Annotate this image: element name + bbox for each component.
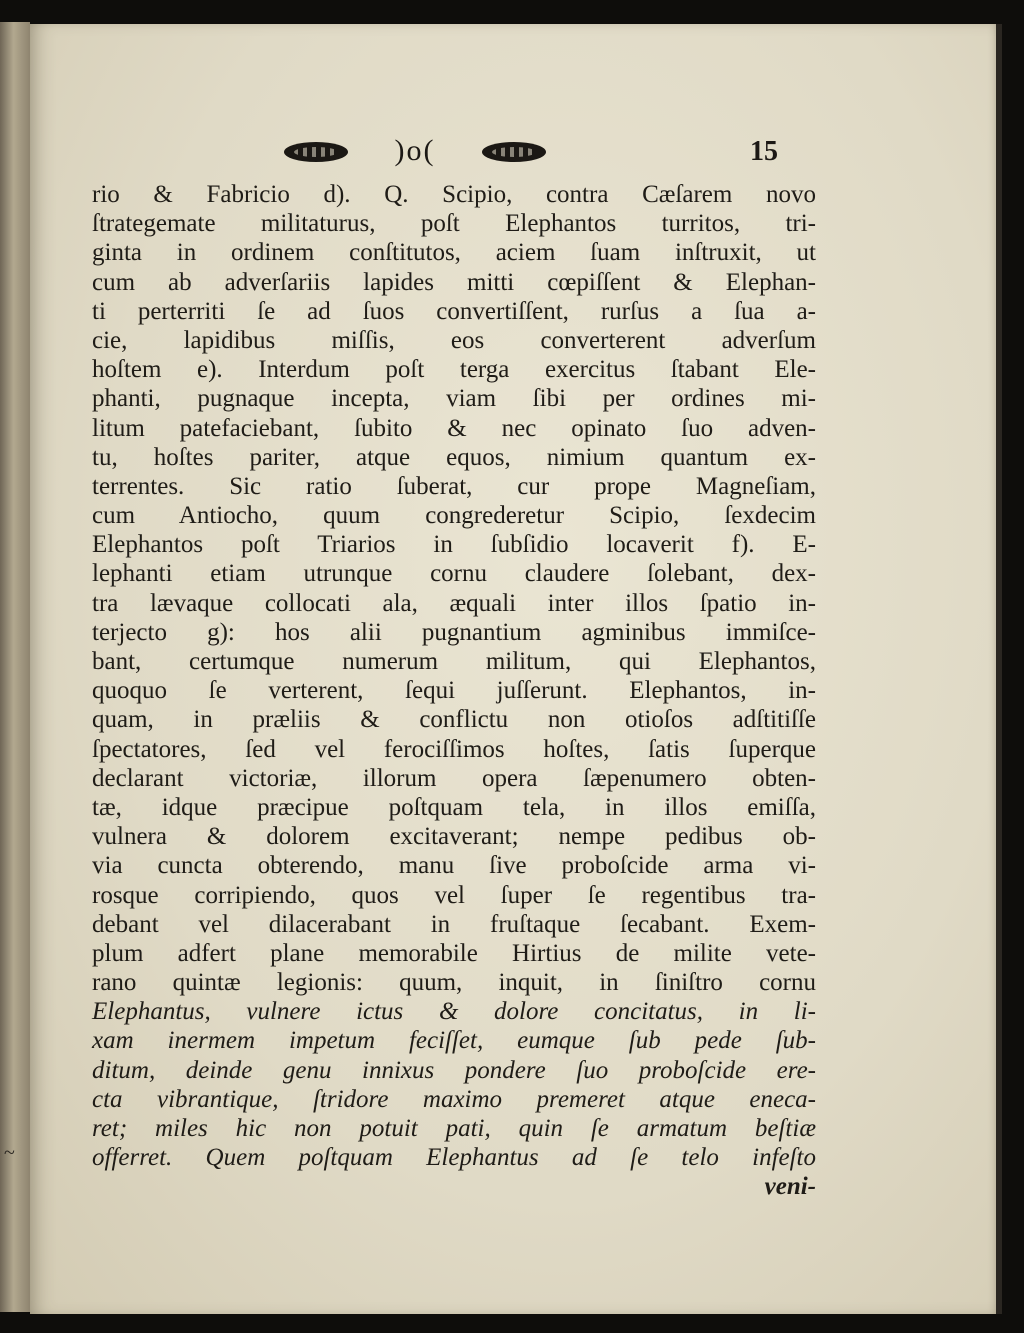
text-line: plum adfert plane memorabile Hirtius de milite vete- <box>92 939 816 967</box>
text-line-italic: ditum, deinde genu innixus pondere ſuo proboſcide ere- <box>92 1056 816 1084</box>
running-head-center: )o( <box>394 134 436 167</box>
head-ornament-right-icon <box>482 142 546 162</box>
text-line: via cuncta obterendo, manu ſive proboſcide arma vi- <box>92 852 816 880</box>
text-line: declarant victoriæ, illorum opera ſæpenumero obten- <box>92 764 816 792</box>
text-line: rano quintæ legionis: quum, inquit, in ſiniſtro cornu <box>92 969 816 997</box>
text-line: phanti, pugnaque incepta, viam ſibi per ordines mi- <box>92 385 816 413</box>
text-line: hoſtem e). Interdum poſt terga exercitus ſtabant Ele- <box>92 356 816 384</box>
body-text <box>92 180 816 1202</box>
text-line: vulnera & dolorem excitaverant; nempe pedibus ob- <box>92 823 816 851</box>
text-line: Elephantos poſt Triarios in ſubſidio locaverit f). E- <box>92 531 816 559</box>
text-line: rosque corripiendo, quos vel ſuper ſe regentibus tra- <box>92 881 816 909</box>
text-line: tu, hoſtes pariter, atque equos, nimium quantum ex- <box>92 443 816 471</box>
text-line: tæ, idque præcipue poſtquam tela, in illos emiſſa, <box>92 793 816 821</box>
text-line: terrentes. Sic ratio ſuberat, cur prope Magneſiam, <box>92 472 816 500</box>
text-line: ti perterriti ſe ad ſuos convertiſſent, rurſus a ſua a- <box>92 297 816 325</box>
page-edge-shadow <box>996 24 1002 1314</box>
text-line: terjecto g): hos alii pugnantium agminibus immiſce- <box>92 618 816 646</box>
previous-page-edge <box>0 22 30 1312</box>
text-line: debant vel dilacerabant in fruſtaque ſecabant. Exem- <box>92 910 816 938</box>
page-number: 15 <box>750 136 778 167</box>
text-line: lephanti etiam utrunque cornu claudere ſolebant, dex- <box>92 560 816 588</box>
text-line: cum Antiocho, quum congrederetur Scipio, ſexdecim <box>92 502 816 530</box>
text-line: cie, lapidibus miſſis, eos converterent adverſum <box>92 326 816 354</box>
text-line: rio & Fabricio d). Q. Scipio, contra Cæſarem novo <box>92 181 816 208</box>
text-line: cum ab adverſariis lapides mitti cœpiſſent & Elephan- <box>92 268 816 296</box>
text-line: quam, in præliis & conflictu non otioſos adſtitiſſe <box>92 706 816 734</box>
text-line: ginta in ordinem conſtitutos, aciem ſuam inſtruxit, ut <box>92 239 816 267</box>
text-line: bant, certumque numerum militum, qui Elephantos, <box>92 648 816 675</box>
book-page <box>30 24 996 1314</box>
text-line-italic: Elephantus, vulnere ictus & dolore concitatus, in li- <box>92 998 816 1026</box>
catchword: veni- <box>764 1173 816 1201</box>
margin-tilde-mark: ~ <box>4 1142 15 1164</box>
text-line: ſpectatores, ſed vel ferociſſimos hoſtes, ſatis ſuperque <box>92 735 816 763</box>
running-head <box>30 132 996 182</box>
text-line-italic: xam inermem impetum feciſſet, eumque ſub pede ſub- <box>92 1027 816 1055</box>
text-line: tra lævaque collocati ala, æquali inter illos ſpatio in- <box>92 589 816 617</box>
text-line: litum patefaciebant, ſubito & nec opinato ſuo adven- <box>92 414 816 442</box>
text-line-italic: offerret. Quem poſtquam Elephantus ad ſe telo infeſto <box>92 1144 816 1172</box>
text-line-italic: cta vibrantique, ſtridore maximo premeret atque eneca- <box>92 1085 816 1113</box>
text-line-italic: ret; miles hic non potuit pati, quin ſe armatum beſtiæ <box>92 1115 816 1142</box>
head-ornament-left-icon <box>284 142 348 162</box>
text-line: quoquo ſe verterent, ſequi juſſerunt. Elephantos, in- <box>92 677 816 705</box>
text-line: ſtrategemate militaturus, poſt Elephantos turritos, tri- <box>92 210 816 238</box>
